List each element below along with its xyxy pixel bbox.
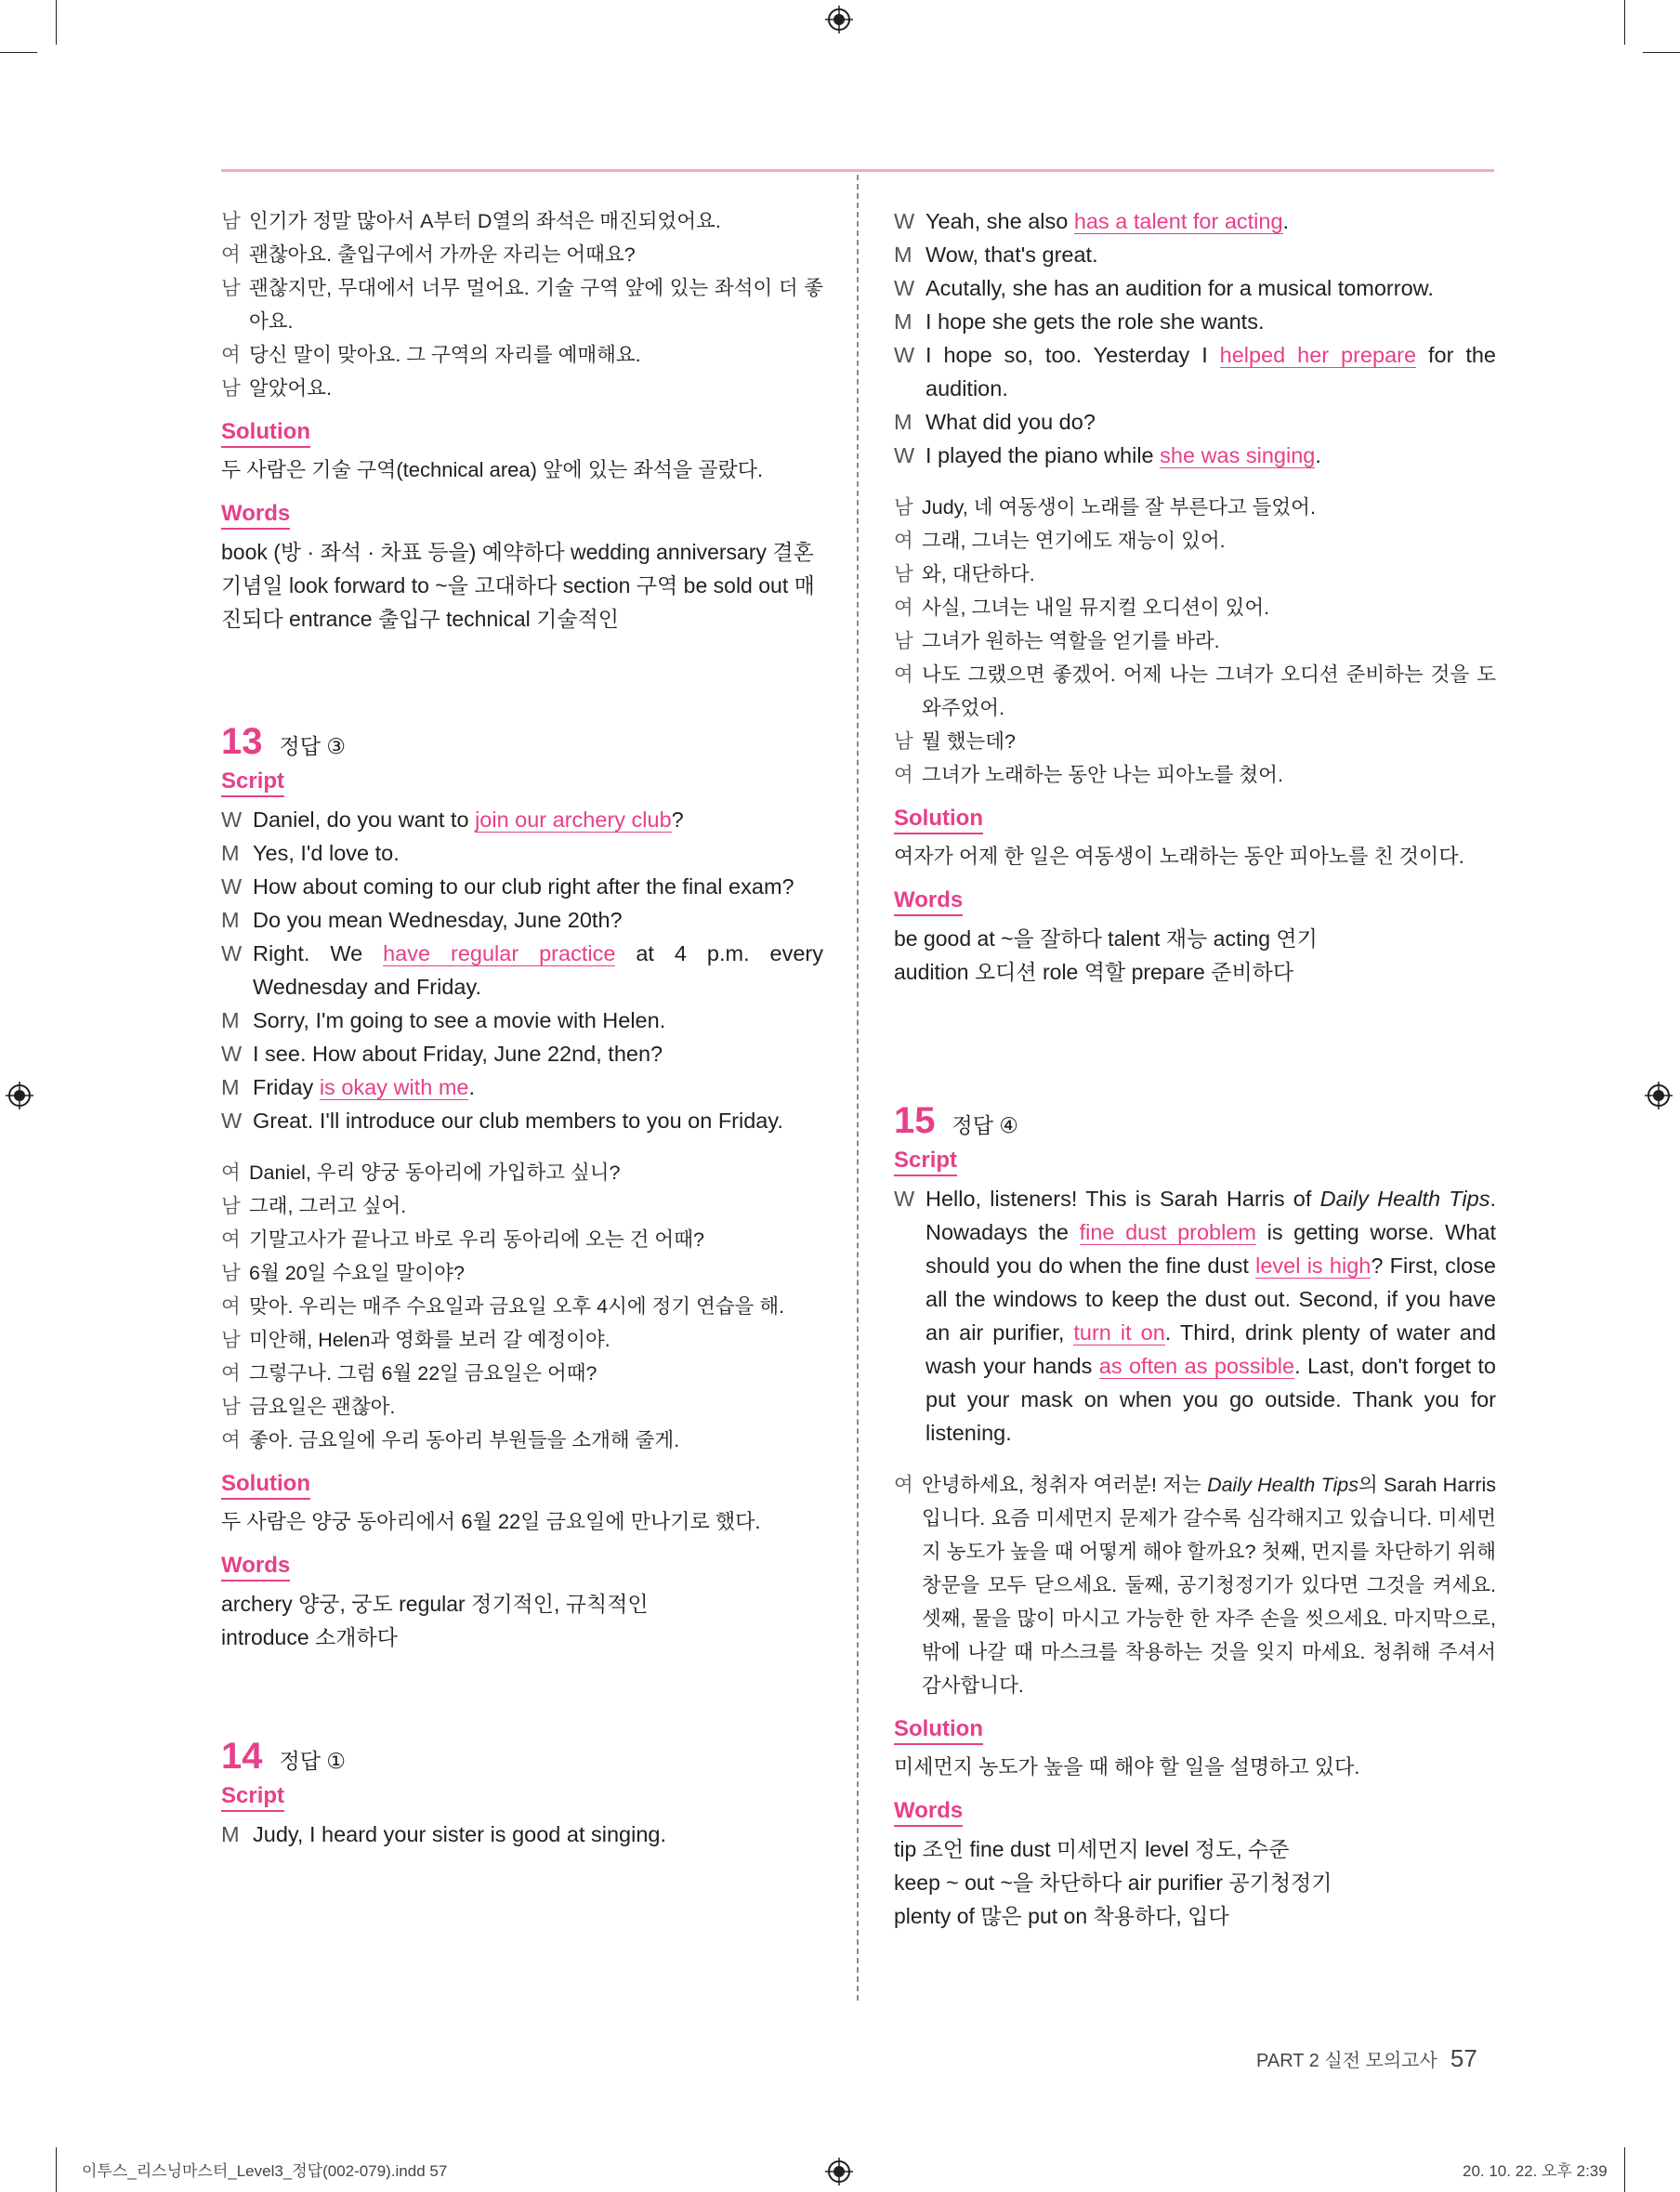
kr-paragraph: 여 안녕하세요, 청취자 여러분! 저는 Daily Health Tips의 Sarah Harris입니다. 요즘 미세먼지 문제가 갈수록 심각해지고 있습니다. 미세먼지 농도가 높을 때 어떻게 해야 할까요? 첫째, 먼지를 차단하기 위해 창문을 모두 닫으세요. 둘째, 공기청정기가 있다면 그것을 켜세요. 셋째, 물을 많이 마시고 가능한 한 자주 손을 씻으세요. 마지막으로, 밖에 나갈 때 마스크를 착용하는 것을 잊지 마세요. 청취해 주셔서 감사합니다. bbox=[894, 1474, 1497, 1697]
words-line: plenty of 많은 put on 착용하다, 입다 bbox=[894, 1904, 1229, 1928]
print-slug-left: 이투스_리스닝마스터_Level3_정답(002-079).indd 57 bbox=[82, 2162, 448, 2180]
kr-line: 남 미안해, Helen과 영화를 보러 갈 예정이야. bbox=[221, 1329, 610, 1351]
solution-label: Solution bbox=[221, 418, 310, 448]
kr-line: 여 기말고사가 끝나고 바로 우리 동아리에 오는 건 어때? bbox=[221, 1228, 704, 1251]
script-line: M Yes, I'd love to. bbox=[221, 841, 400, 865]
crop-mark bbox=[1643, 52, 1680, 53]
kr-line: 남 Judy, 네 여동생이 노래를 잘 부른다고 들었어. bbox=[894, 496, 1316, 518]
kr-line: 남 금요일은 괜찮아. bbox=[221, 1396, 396, 1418]
script-label: Script bbox=[221, 1782, 284, 1812]
kr-line: 남 인기가 정말 많아서 A부터 D열의 좌석은 매진되었어요. bbox=[221, 210, 721, 232]
kr-line: 여 그녀가 노래하는 동안 나는 피아노를 쳤어. bbox=[894, 764, 1283, 786]
script-line: W Great. I'll introduce our club members to you on Friday. bbox=[221, 1109, 783, 1133]
crop-mark bbox=[0, 52, 37, 53]
script-label: Script bbox=[894, 1147, 957, 1176]
script-line: W I see. How about Friday, June 22nd, then? bbox=[221, 1042, 663, 1066]
right-column bbox=[894, 204, 1496, 1933]
registration-mark-icon bbox=[825, 2158, 853, 2185]
question-number: 14 bbox=[221, 1736, 263, 1777]
crop-mark bbox=[1624, 0, 1625, 45]
kr-line: 여 Daniel, 우리 양궁 동아리에 가입하고 싶니? bbox=[221, 1162, 621, 1184]
crop-mark bbox=[56, 0, 57, 45]
highlight: has a talent for acting bbox=[1073, 209, 1283, 233]
question-header bbox=[894, 1098, 1496, 1143]
solution-text: 두 사람은 양궁 동아리에서 6월 22일 금요일에 만나기로 했다. bbox=[221, 1510, 761, 1533]
kr-line: 남 와, 대단하다. bbox=[894, 563, 1035, 585]
kr-dialogue-12 bbox=[221, 204, 823, 405]
words-text: archery 양궁, 궁도 regular 정기적인, 규칙적인 introduce 소개하다 bbox=[221, 1592, 649, 1649]
highlight: join our archery club bbox=[475, 807, 672, 832]
kr-line: 여 그래, 그녀는 연기에도 재능이 있어. bbox=[894, 530, 1226, 552]
kr-line: 남 뭘 했는데? bbox=[894, 730, 1017, 753]
registration-mark-icon bbox=[825, 6, 853, 33]
solution-text: 여자가 어제 한 일은 여동생이 노래하는 동안 피아노를 친 것이다. bbox=[894, 845, 1464, 868]
words-line: be good at ~을 잘하다 talent 재능 acting 연기 bbox=[894, 926, 1318, 951]
script-line: W I hope so, too. Yesterday I helped her prepare for the audition. bbox=[894, 343, 1496, 400]
words-label: Words bbox=[894, 1797, 963, 1827]
solution-label: Solution bbox=[221, 1470, 310, 1500]
show-title: Daily Health Tips bbox=[1319, 1187, 1490, 1211]
page-footer bbox=[1256, 2044, 1477, 2073]
words-label: Words bbox=[221, 1552, 290, 1582]
highlight: fine dust problem bbox=[1079, 1220, 1256, 1244]
script-dialogue-13 bbox=[221, 803, 823, 1137]
words-line: audition 오디션 role 역할 prepare 준비하다 bbox=[894, 960, 1294, 984]
solution-text: 두 사람은 기술 구역(technical area) 앞에 있는 좌석을 골랐다. bbox=[221, 458, 764, 481]
left-column bbox=[221, 204, 823, 1851]
top-rule bbox=[221, 169, 1494, 172]
script-label: Script bbox=[221, 768, 284, 797]
kr-dialogue-14 bbox=[894, 491, 1496, 792]
kr-line: 남 그래, 그러고 싶어. bbox=[221, 1195, 407, 1217]
script-line: M Friday is okay with me. bbox=[221, 1075, 475, 1099]
highlight: she was singing bbox=[1160, 443, 1316, 467]
page-number: 57 bbox=[1450, 2044, 1477, 2072]
script-line: M Wow, that's great. bbox=[894, 243, 1098, 267]
script-line: W Acutally, she has an audition for a musical tomorrow. bbox=[894, 276, 1434, 300]
question-number: 13 bbox=[221, 721, 263, 762]
answer-key: 정답 ① bbox=[279, 1749, 346, 1773]
kr-dialogue-13 bbox=[221, 1156, 823, 1457]
highlight: level is high bbox=[1255, 1254, 1372, 1278]
question-header bbox=[221, 719, 823, 764]
script-line: M What did you do? bbox=[894, 410, 1096, 434]
script-line: M Do you mean Wednesday, June 20th? bbox=[221, 908, 623, 932]
kr-line: 여 사실, 그녀는 내일 뮤지컬 오디션이 있어. bbox=[894, 597, 1270, 619]
kr-line: 여 그렇구나. 그럼 6월 22일 금요일은 어때? bbox=[221, 1362, 597, 1385]
print-slug-right: 20. 10. 22. 오후 2:39 bbox=[1463, 2162, 1608, 2180]
answer-key: 정답 ③ bbox=[279, 734, 346, 758]
words-line: tip 조언 fine dust 미세먼지 level 정도, 수준 bbox=[894, 1837, 1290, 1861]
crop-mark bbox=[1624, 2147, 1625, 2192]
show-title: Daily Health Tips bbox=[1207, 1474, 1358, 1496]
kr-line: 여 당신 말이 맞아요. 그 구역의 자리를 예매해요. bbox=[221, 344, 641, 366]
question-number: 15 bbox=[894, 1100, 936, 1141]
words-label: Words bbox=[221, 500, 290, 530]
script-line: W I played the piano while she was singing. bbox=[894, 443, 1321, 467]
script-line: M Judy, I heard your sister is good at singing. bbox=[221, 1822, 666, 1846]
solution-label: Solution bbox=[894, 805, 983, 834]
script-line: W Yeah, she also has a talent for acting. bbox=[894, 209, 1290, 233]
script-line: W Daniel, do you want to join our archery club? bbox=[221, 807, 684, 832]
words-line: keep ~ out ~을 차단하다 air purifier 공기청정기 bbox=[894, 1870, 1332, 1895]
kr-line: 남 6월 20일 수요일 말이야? bbox=[221, 1262, 465, 1284]
kr-line: 남 알았어요. bbox=[221, 377, 333, 400]
registration-mark-icon bbox=[6, 1082, 33, 1109]
solution-label: Solution bbox=[894, 1715, 983, 1745]
highlight: as often as possible bbox=[1098, 1354, 1295, 1378]
registration-mark-icon bbox=[1645, 1082, 1673, 1109]
kr-line: 남 그녀가 원하는 역할을 얻기를 바라. bbox=[894, 630, 1220, 652]
answer-key: 정답 ④ bbox=[952, 1113, 1018, 1137]
column-divider bbox=[857, 175, 859, 2001]
kr-line: 여 좋아. 금요일에 우리 동아리 부원들을 소개해 줄게. bbox=[221, 1429, 680, 1451]
highlight: is okay with me bbox=[319, 1075, 469, 1099]
script-line: W How about coming to our club right after the final exam? bbox=[221, 874, 794, 899]
crop-mark bbox=[56, 2147, 57, 2192]
script-line: M Sorry, I'm going to see a movie with Helen. bbox=[221, 1008, 666, 1032]
words-label: Words bbox=[894, 886, 963, 916]
highlight: turn it on bbox=[1073, 1320, 1165, 1345]
words-text: book (방 · 좌석 · 차표 등을) 예약하다 wedding anniversary 결혼 기념일 look forward to ~을 고대하다 section 구역 be sold out 매진되다 entrance 출입구 technical 기술적인 bbox=[221, 540, 815, 631]
highlight: helped her prepare bbox=[1219, 343, 1417, 367]
question-header bbox=[221, 1734, 823, 1779]
script-line: W Right. We have regular practice at 4 p.m. every Wednesday and Friday. bbox=[221, 941, 823, 999]
script-line: M I hope she gets the role she wants. bbox=[894, 309, 1265, 334]
section-label: PART 2 실전 모의고사 bbox=[1256, 2051, 1437, 2071]
kr-line: 여 괜찮아요. 출입구에서 가까운 자리는 어때요? bbox=[221, 243, 636, 266]
kr-line: 남 괜찮지만, 무대에서 너무 멀어요. 기술 구역 앞에 있는 좌석이 더 좋아요. bbox=[221, 277, 823, 333]
script-dialogue-14 bbox=[894, 204, 1496, 472]
script-paragraph: W Hello, listeners! This is Sarah Harris of Daily Health Tips. Nowadays the fine dust problem is getting worse. What should you do when the fine dust level is high? First, close all the windows to keep the dust out. Second, if you have an air purifier, turn it on. Third, drink plenty of water and wash your hands as often as possible. Last, don't forget to put your mask on when you go outside. Thank you for listening. bbox=[894, 1187, 1496, 1445]
kr-line: 여 맞아. 우리는 매주 수요일과 금요일 오후 4시에 정기 연습을 해. bbox=[221, 1295, 785, 1318]
solution-text: 미세먼지 농도가 높을 때 해야 할 일을 설명하고 있다. bbox=[894, 1755, 1360, 1779]
kr-line: 여 나도 그랬으면 좋겠어. 어제 나는 그녀가 오디션 준비하는 것을 도와주었어. bbox=[894, 663, 1496, 719]
highlight: have regular practice bbox=[383, 941, 616, 965]
